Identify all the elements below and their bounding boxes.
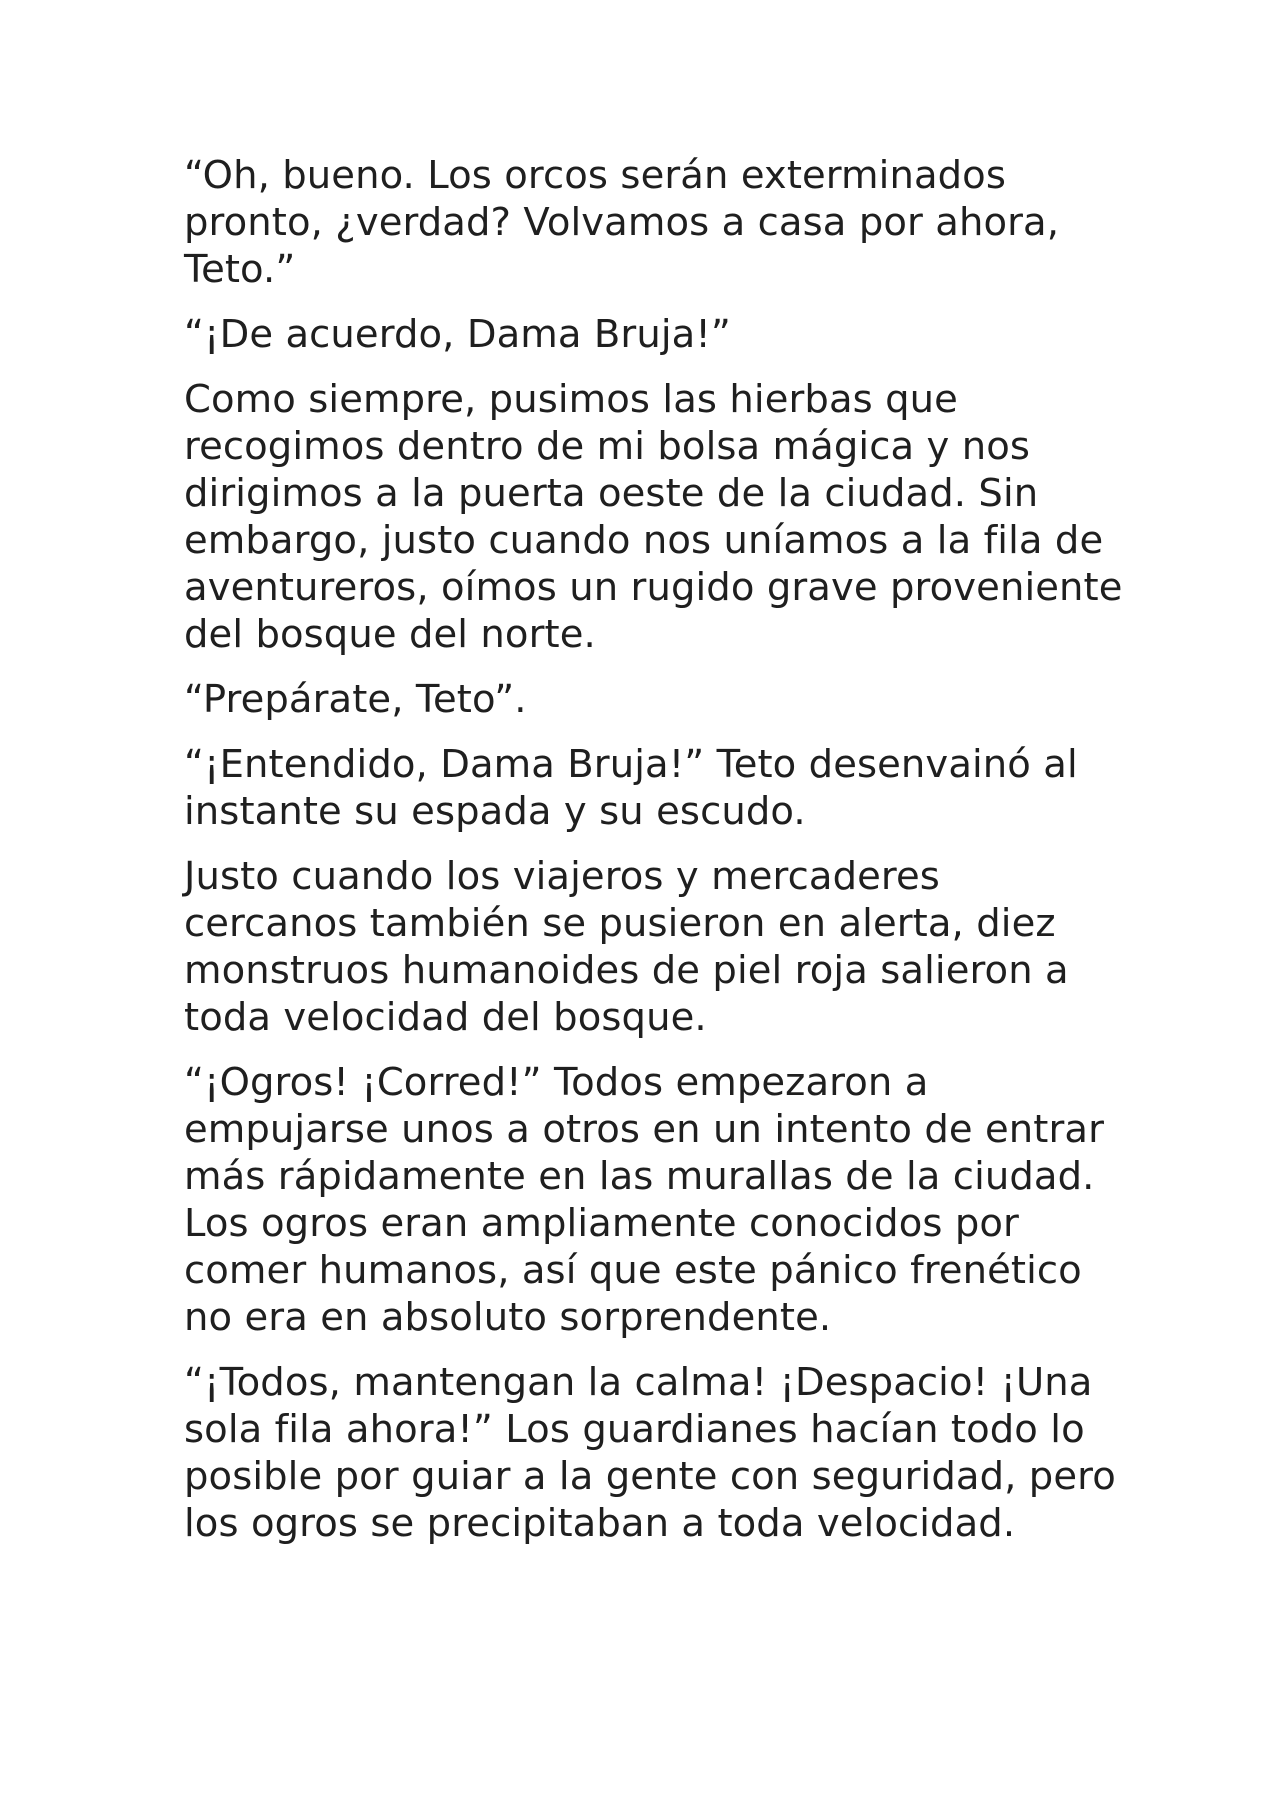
paragraph-5: “¡Entendido, Dama Bruja!” Teto desenvainó al instante su espada y su escudo. (184, 742, 1078, 834)
paragraph-1: “Oh, bueno. Los orcos serán exterminados pronto, ¿verdad? Volvamos a casa por ahora, Teto.” (184, 153, 1060, 292)
text-body (184, 152, 1124, 1565)
paragraph-7: “¡Ogros! ¡Corred!” Todos empezaron a empujarse unos a otros en un intento de entrar más rápidamente en las murallas de la ciudad. Los ogros eran ampliamente conocidos por comer humanos, así que este pánico frenético no era en absoluto sorprendente. (184, 1060, 1105, 1340)
paragraph-4: “Prepárate, Teto”. (184, 677, 527, 722)
paragraph-8: “¡Todos, mantengan la calma! ¡Despacio! ¡Una sola fila ahora!” Los guardianes hacían todo lo posible por guiar a la gente con seguridad, pero los ogros se precipitaban a toda velocidad. (184, 1360, 1116, 1546)
paragraph-3: Como siempre, pusimos las hierbas que recogimos dentro de mi bolsa mágica y nos dirigimos a la puerta oeste de la ciudad. Sin embargo, justo cuando nos uníamos a la fila de aventureros, oímos un rugido grave proveniente del bosque del norte. (184, 377, 1123, 657)
paragraph-6: Justo cuando los viajeros y mercaderes cercanos también se pusieron en alerta, diez monstruos humanoides de piel roja salieron a toda velocidad del bosque. (184, 854, 1069, 1040)
paragraph-2: “¡De acuerdo, Dama Bruja!” (184, 312, 731, 357)
